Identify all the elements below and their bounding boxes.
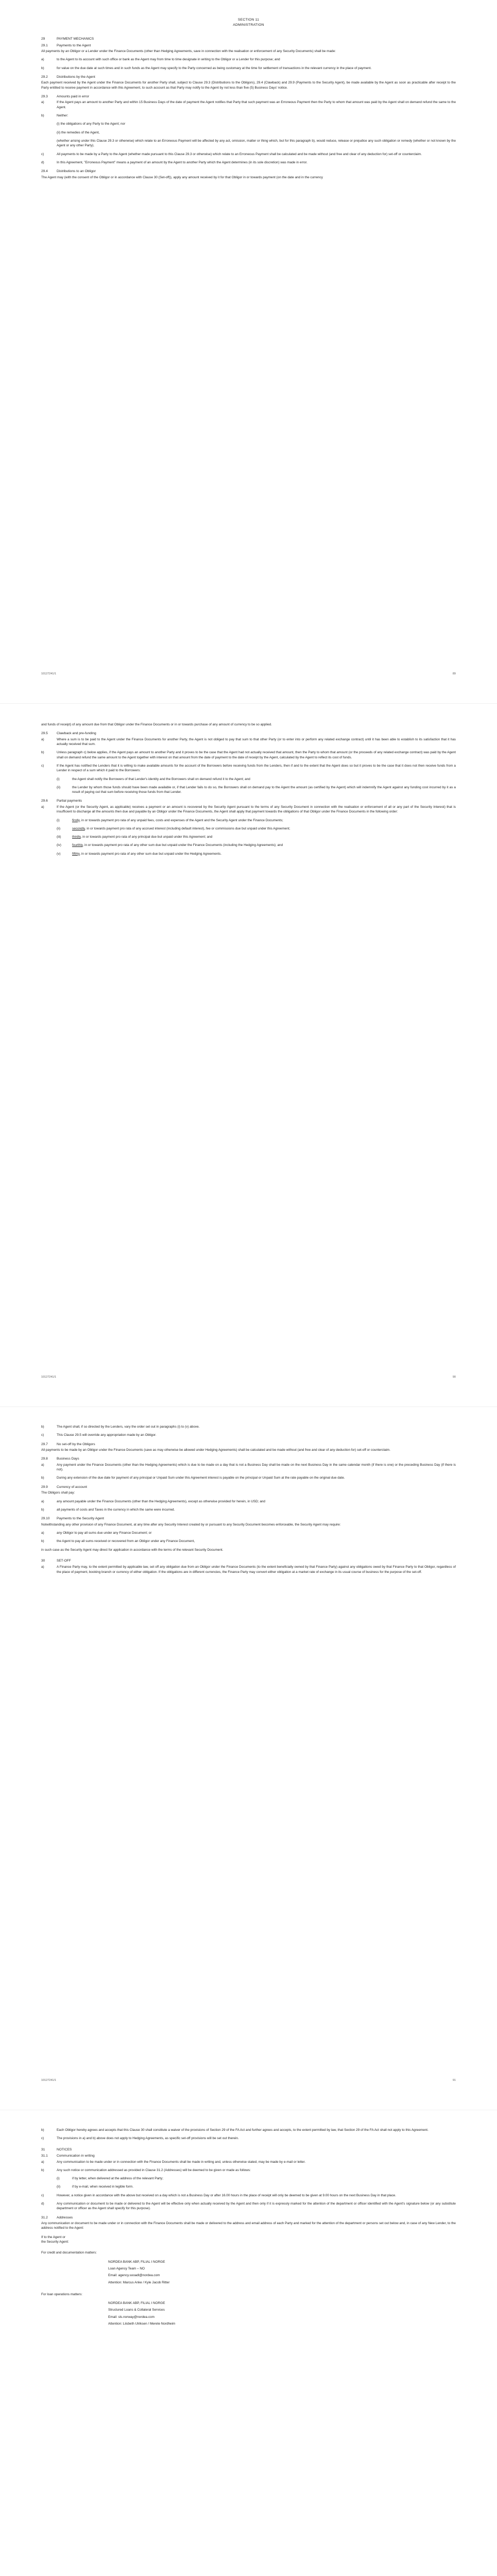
clause-31-heading: 31 NOTICES xyxy=(41,2147,72,2151)
clause-number: 29.1 xyxy=(41,43,48,47)
recipient-label: If to the Agent or xyxy=(41,2235,65,2239)
page-number: 91 xyxy=(452,2079,456,2082)
clause-number: 29 xyxy=(41,37,45,41)
section-number: SECTION 11 xyxy=(237,18,260,22)
list-item: c) All payments to be made by a Party to the Agent (whether made pursuant to this Clause 29.3 or otherwise) which relate to an Erroneous Payment shall be calculated and be made without (and free and clear of any deduction for) set-off or counterclaim. xyxy=(41,152,422,156)
paragraph: Any communication or document to be made under or in connection with the Finance Documents shall be made or delivered to the address and email address of each Party and marked for the attention of the department or persons set out below and, in case of any New Lender, to the address notified to the Agent: xyxy=(41,2222,456,2230)
clause-29-2-heading: 29.2 Distributions by the Agent xyxy=(41,75,95,79)
list-item: c) This Clause 29.5 will override any appropriation made by an Obligor. xyxy=(41,1433,157,1437)
sub-item: (ii) secondly, in or towards payment pro rata of any accrued interest (including default interest), fee or commissions due but unpaid under this Agreement; xyxy=(57,826,290,831)
list-item: a) to the Agent to its account with such office or bank as the Agent may from time to time designate in writing to the Obligor or a Lender for this purpose; and xyxy=(41,58,280,62)
address-line: Attention: Liisbeth Ulriksen / Merete Nordheim xyxy=(108,2322,176,2326)
clause-29-9-heading: 29.9 Currency of account xyxy=(41,1485,88,1489)
paragraph: Notwithstanding any other provision of any Finance Document, at any time after any Security Interest created by or pursuant to any Security Document becomes enforceable, the Security Agent may require: xyxy=(41,1522,341,1527)
paragraph: The Obligors shall pay: xyxy=(41,1491,75,1495)
document-reference: 10127241/1 xyxy=(41,672,57,675)
list-item: c) If the Agent has notified the Lenders that it is willing to make available amounts for the account of the Borrowers before receiving funds from the Lenders, then if and to the extent that the Agent does so but it proves to be the case that it does not then receive funds from a Lender in respect of a sum which it paid to the Borrowers: xyxy=(41,764,456,773)
paragraph: in such case as the Security Agent may direct for application in accordance with the terms of the relevant Security Document. xyxy=(41,1548,224,1552)
address-line: Attention: Marcus Anke / Kyle Jacob Ritter xyxy=(108,2280,170,2284)
clause-29-3-heading: 29.3 Amounts paid in error xyxy=(41,94,90,98)
list-item: d) Any communication or document to be made or delivered to the Agent will be effective only when actually received by the Agent and then only if it is expressly marked for the attention of the department or officer identified with the Agent's signature below (or any substitute department or officer as the Agent shall specify for this purpose). xyxy=(41,2202,456,2211)
clause-title: Payments to the Agent xyxy=(57,43,91,47)
credit-matters-label: For credit and documentation matters: xyxy=(41,2251,97,2255)
list-item: b) Any such notice or communication addressed as provided in Clause 31.2 (Addresses) will be deemed to be given or made as follows: xyxy=(41,2168,251,2172)
clause-29-7-heading: 29.7 No set-off by the Obligors xyxy=(41,1442,95,1446)
page-number: 90 xyxy=(452,1376,456,1379)
clause-29-10-heading: 29.10 Payments to the Security Agent xyxy=(41,1517,104,1521)
document-reference: 10127241/1 xyxy=(41,1376,57,1379)
page-footer xyxy=(41,672,456,675)
list-item: a) If the Agent (or the Security Agent, as applicable) receives a payment or an amount is recovered by the Security Agent pursuant to the terms of any Security Document in connection with the realisation or enforcement of all or any part of the Security Interest) that is insufficient to discharge all the amounts then due and payable by an Obligor under the Finance Documents, the Agent shall apply that payment towards the obligations of that Obligor under the Finance Documents in the following order: xyxy=(41,805,456,814)
clause-29-8-heading: 29.8 Business Days xyxy=(41,1457,79,1461)
list-item: b) Neither: xyxy=(41,114,68,118)
address-line: Email: agency.sooadl@nordea.com xyxy=(108,2274,160,2278)
address-line: Email: sls.norway@nordea.com xyxy=(108,2315,155,2319)
paragraph: The Agent may (with the consent of the Obligor or in accordance with Clause 30 (Set-off)), apply any amount received by it for that Obligor in or towards payment (on the date and in the currency xyxy=(41,175,323,179)
clause-29-heading xyxy=(41,37,456,42)
list-item: d) In this Agreement, "Erroneous Payment" means a payment of an amount by the Agent to another Party which the Agent determines (in its sole discretion) was made in error. xyxy=(41,160,307,164)
page-footer xyxy=(41,2079,456,2082)
sub-item: (v) fifthly, in or towards payment pro rata of any other sum due but unpaid under the Hedging Agreements. xyxy=(57,852,222,856)
page-footer xyxy=(41,1376,456,1379)
page-divider xyxy=(0,1406,497,1407)
paragraph: All payments to be made by an Obligor under the Finance Documents (save as may otherwise be allowed under Hedging Agreements) shall be calculated and be made without (and free and clear of any deduction for) set-off or counterclaim. xyxy=(41,1448,391,1452)
loan-address-block xyxy=(41,2301,456,2326)
clause-29-4-heading: 29.4 Distributions to an Obligor xyxy=(41,170,96,174)
paragraph: (whether arising under this Clause 29.3 or otherwise) which relate to an Erroneous Payment will be affected by any act, omission, matter or thing which, but for this paragraph b), would reduce, release or prejudice any such obligation or remedy (whether or not known by the Agent or any other Party). xyxy=(57,139,456,148)
page-number: 89 xyxy=(452,672,456,675)
credit-address-block xyxy=(41,2260,456,2285)
list-item: b) Each Obligor hereby agrees and accepts that this Clause 30 shall constitute a waiver of the provisions of Section 29 of the FA Act and further agrees and accepts, to the extent permitted by law, that Section 29 of the FA Act shall not apply to this Agreement. xyxy=(41,2128,429,2132)
list-item: b) During any extension of the due date for payment of any principal or Unpaid Sum under this Agreement interest is payable on the principal or Unpaid Sum at the rate payable on the original due date. xyxy=(41,1476,345,1480)
list-item: b) all payments of costs and Taxes in the currency in which the same were incurred. xyxy=(41,1507,175,1512)
sub-item: (i) if by letter, when delivered at the address of the relevant Party; xyxy=(57,2177,163,2181)
loan-matters-label: For loan operations matters: xyxy=(41,2292,82,2296)
clause-29-6-heading: 29.6 Partial payments xyxy=(41,799,82,803)
paragraph: and funds of receipt) of any amount due from that Obligor under the Finance Documents or in or towards purchase of any amount of currency to be so applied. xyxy=(41,723,272,726)
sub-item: (i) the obligations of any Party to the Agent; nor xyxy=(57,122,126,126)
address-line: Loan Agency Team – NO xyxy=(108,2266,145,2270)
sub-item: (ii) if by e-mail, when received in legible form. xyxy=(57,2185,133,2189)
sub-item: (iv) fourthly, in or towards payment pro rata of any other sum due but unpaid under the Finance Documents (including the Hedging Agreements); and xyxy=(57,843,283,848)
list-item: a) If the Agent pays an amount to another Party and within 15 Business Days of the date of payment the Agent notifies that Party that such payment was an Erroneous Payment then the Party to whom that amount was paid by the Agent shall on demand refund the same to the Agent. xyxy=(41,100,456,109)
paragraph: Each payment received by the Agent under the Finance Documents for another Party shall, subject to Clause 29.3 (Distributions to the Obligors), 29.4 (Clawback) and 29.9 (Payments to the Security Agent), be made available by the Agent as soon as practicable after receipt to the Party entitled to receive payment in accordance with this Agreement, to such account as that Party may notify to the Agent by not less than five (5) Business Days' notice. xyxy=(41,81,456,90)
clause-31-1-heading: 31.1 Communication in writing xyxy=(41,2154,95,2158)
page-2 xyxy=(0,721,497,856)
list-item: a) Where a sum is to be paid to the Agent under the Finance Documents for another Party, the Agent is not obliged to pay that sum to that other Party (or to enter into or perform any related exchange contract) until it has been able to establish to its satisfaction that it has actually received that sum. xyxy=(41,737,456,747)
list-item: c) However, a notice given in accordance with the above but received on a day which is not a Business Day or after 16.00 hours in the place of receipt will only be deemed to be given at 9.00 hours on the next Business Day in that place. xyxy=(41,2193,396,2197)
sub-item: (ii) the Lender by whom those funds should have been made available or, if that Lender fails to do so, the Borrowers shall on demand pay to the Agent the amount (as certified by the Agent) which will indemnify the Agent against any funding cost incurred by it as a result of paying out that sum before receiving those funds from that Lender. xyxy=(57,785,456,794)
recipient-label: the Security Agent: xyxy=(41,2240,69,2244)
clause-title: PAYMENT MECHANICS xyxy=(57,37,94,41)
paragraph: All payments by an Obligor or a Lender under the Finance Documents (other than Hedging Agreements, save in connection with the realisation or enforcement of any Security Documents) shall be made: xyxy=(41,49,336,53)
list-item: a) any Obligor to pay all sums due under any Finance Document; or xyxy=(41,1531,152,1535)
list-item: a) Any communication to be made under or in connection with the Finance Documents shall be made in writing and, unless otherwise stated, may be made by e-mail or letter. xyxy=(41,2160,306,2164)
list-item: c) The provisions in a) and b) above does not apply to Hedging Agreements, as specific set-off provisions will be set out therein. xyxy=(41,2137,239,2141)
list-item: b) Unless paragraph c) below applies, if the Agent pays an amount to another Party and it proves to be the case that the Agent had not actually received that amount, then the Party to whom that amount (or the proceeds of any related exchange contract) was paid by the Agent shall on demand refund the same amount to the Agent together with interest on that amount from the date of payment to the date of receipt by the Agent, calculated by the Agent to reflect its cost of funds. xyxy=(41,751,456,759)
list-item: a) A Finance Party may, to the extent permitted by applicable law, set off any obligation due from an Obligor under the Finance Documents (to the extent beneficially owned by that Finance Party) against any obligations owed by that Finance Party to that Obligor, regardless of the place of payment, booking branch or currency of either obligation. If the obligations are in different currencies, the Finance Party may convert either obligation at a market rate of exchange in its usual course of business for the purpose of the set-off. xyxy=(41,1565,456,1574)
sub-item: (ii) the remedies of the Agent, xyxy=(57,130,100,134)
address-line: NORDEA BANK ABP, FILIAL I NORGE xyxy=(108,2260,165,2264)
clause-31-2-heading: 31.2 Addresses xyxy=(41,2215,73,2219)
list-item: b) The Agent shall, if so directed by the Lenders, vary the order set out in paragraphs (i) to (v) above. xyxy=(41,1425,200,1429)
page-divider xyxy=(0,703,497,704)
clause-30-heading: 30 SET-OFF xyxy=(41,1558,71,1563)
clause-29-1-heading xyxy=(41,43,456,48)
list-item: a) any amount payable under the Finance Documents (other than the Hedging Agreements), except as otherwise provided for herein, in USD; and xyxy=(41,1499,265,1503)
clause-29-5-heading: 29.5 Clawback and pre-funding xyxy=(41,732,96,736)
document-reference: 10127241/1 xyxy=(41,2079,57,2082)
page-3 xyxy=(0,1425,497,1574)
sub-item: (i) firstly, in or towards payment pro rata of any unpaid fees, costs and expenses of the Agent and the Security Agent under the Finance Documents; xyxy=(57,818,283,822)
page-1 xyxy=(0,18,497,180)
sub-item: (i) the Agent shall notify the Borrowers of that Lender's identity and the Borrowers shall on demand refund it to the Agent; and xyxy=(57,777,250,781)
list-item: b) the Agent to pay all sums received or recovered from an Obligor under any Finance Document, xyxy=(41,1539,195,1544)
sub-item: (iii) thirdly, in or towards payment pro rata of any principal due but unpaid under this Agreement; and xyxy=(57,835,213,839)
address-line: NORDEA BANK ABP, FILIAL I NORGE xyxy=(108,2301,165,2306)
address-line: Structured Loans & Collateral Services xyxy=(108,2308,165,2312)
list-item: b) for value on the due date at such times and in such funds as the Agent may specify to the Party concerned as being customary at the time for settlement of transactions in the relevant currency in the place of payment. xyxy=(41,66,372,70)
section-title: ADMINISTRATION xyxy=(233,23,264,27)
page-4 xyxy=(0,2128,497,2326)
list-item: a) Any payment under the Finance Documents (other than the Hedging Agreements) which is due to be made on a day that is not a Business Day shall be made on the next Business Day in the same calendar month (if there is one) or the preceding Business Day (if there is not). xyxy=(41,1463,456,1472)
